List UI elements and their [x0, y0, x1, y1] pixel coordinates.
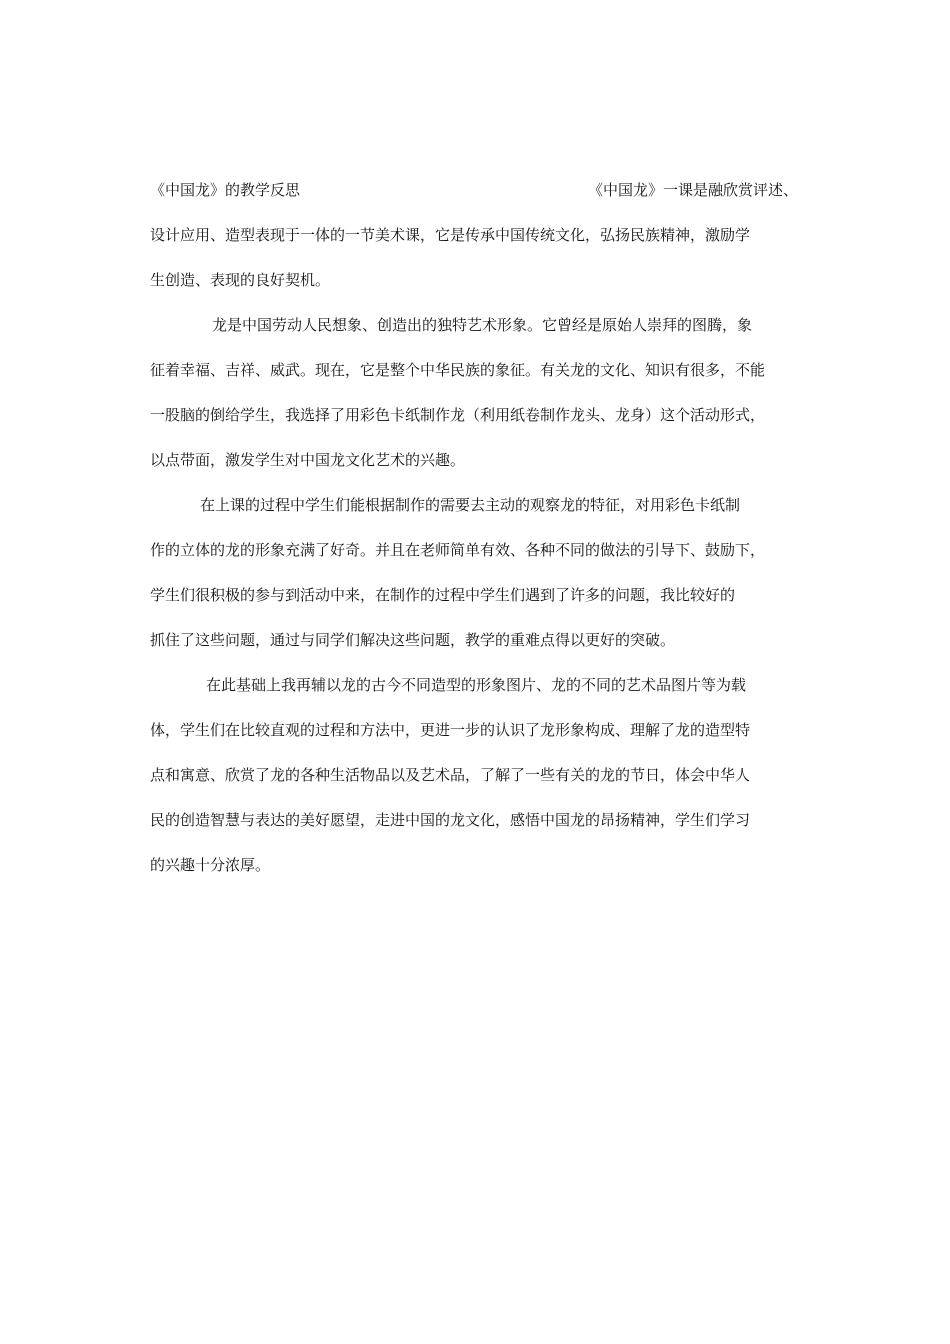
- document-body: [150, 168, 810, 888]
- paragraph-2-line-4: 以点带面，激发学生对中国龙文化艺术的兴趣。: [150, 451, 466, 469]
- document-title: 《中国龙》的教学反思: [150, 181, 301, 199]
- title-line: [150, 168, 810, 213]
- paragraph-3-line-4: 抓住了这些问题，通过与同学们解决这些问题，教学的重难点得以更好的突破。: [150, 631, 676, 649]
- paragraph-2-line-3: 一股脑的倒给学生，我选择了用彩色卡纸制作龙（利用纸卷制作龙头、龙身）这个活动形式，: [150, 406, 766, 424]
- paragraph-1-line-1: 《中国龙》一课是融欣赏评述、: [588, 181, 799, 199]
- paragraph-2-line-1: 龙是中国劳动人民想象、创造出的独特艺术形象。它曾经是原始人崇拜的图腾，象: [212, 316, 753, 334]
- paragraph-3-line-1: 在上课的过程中学生们能根据制作的需要去主动的观察龙的特征，对用彩色卡纸制: [200, 496, 741, 514]
- paragraph-1-line-3: 生创造、表现的良好契机。: [150, 271, 331, 289]
- paragraph-4-line-1: 在此基础上我再辅以龙的古今不同造型的形象图片、龙的不同的艺术品图片等为载: [206, 676, 747, 694]
- paragraph-4-line-4: 民的创造智慧与表达的美好愿望，走进中国的龙文化，感悟中国龙的昂扬精神，学生们学习: [150, 811, 751, 829]
- paragraph-3-line-2: 作的立体的龙的形象充满了好奇。并且在老师简单有效、各种不同的做法的引导下、鼓励下，: [150, 541, 766, 559]
- paragraph-4-line-2: 体，学生们在比较直观的过程和方法中，更进一步的认识了龙形象构成、理解了龙的造型特: [150, 721, 751, 739]
- paragraph-4-line-5: 的兴趣十分浓厚。: [150, 856, 271, 874]
- paragraph-3-line-3: 学生们很积极的参与到活动中来，在制作的过程中学生们遇到了许多的问题，我比较好的: [150, 586, 736, 604]
- paragraph-1-line-2: 设计应用、造型表现于一体的一节美术课，它是传承中国传统文化，弘扬民族精神，激励学: [150, 226, 751, 244]
- paragraph-4-line-3: 点和寓意、欣赏了龙的各种生活物品以及艺术品，了解了一些有关的龙的节日，体会中华人: [150, 766, 751, 784]
- paragraph-2-line-2: 征着幸福、吉祥、威武。现在，它是整个中华民族的象征。有关龙的文化、知识有很多，不能: [150, 361, 766, 379]
